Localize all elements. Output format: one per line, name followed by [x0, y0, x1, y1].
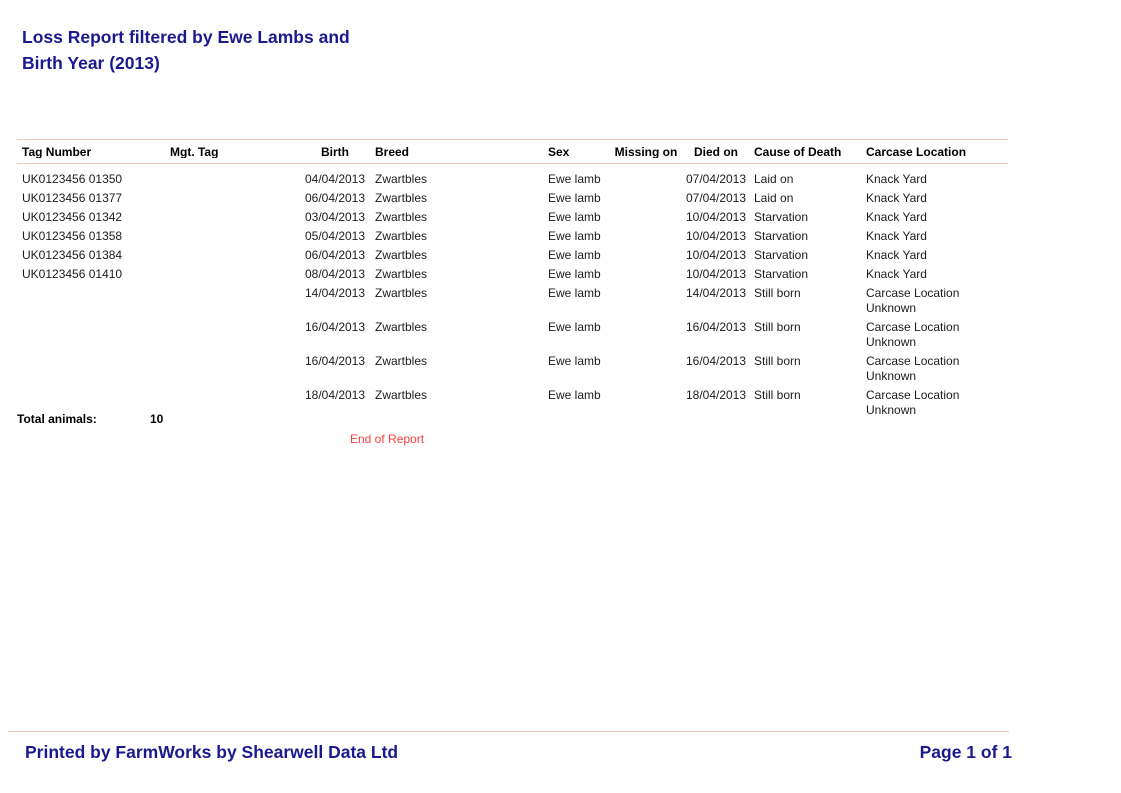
end-of-report-marker: End of Report: [350, 432, 425, 446]
footer-page-indicator: Page 1 of 1: [919, 742, 1012, 762]
cell-cause-of-death: Starvation: [754, 229, 809, 243]
cell-cause-of-death: Still born: [754, 320, 801, 334]
cell-cause-of-death: Starvation: [754, 210, 809, 224]
cell-breed: Zwartbles: [375, 354, 428, 368]
cell-missing-on: [610, 248, 682, 263]
cell-mgt-tag: [170, 388, 300, 418]
table-row: [22, 210, 1008, 229]
cell-birth: 06/04/2013: [304, 191, 366, 205]
column-header-birth: Birth: [321, 146, 349, 158]
cell-sex: Ewe lamb: [548, 388, 601, 402]
table-header-row: [17, 139, 1008, 164]
column-header-sex: Sex: [548, 146, 570, 158]
page-footer: [25, 742, 1012, 762]
cell-mgt-tag: [170, 267, 300, 282]
total-animals-row: [17, 413, 163, 426]
cell-mgt-tag: [170, 229, 300, 244]
cell-carcase-location: Carcase Location Unknown: [866, 354, 960, 383]
cell-tag-number: UK0123456 01384: [22, 248, 123, 262]
table-row: [22, 286, 1008, 320]
cell-breed: Zwartbles: [375, 191, 428, 205]
column-header-cause-of-death: Cause of Death: [754, 146, 842, 158]
cell-breed: Zwartbles: [375, 388, 428, 402]
cell-died-on: 10/04/2013: [685, 229, 747, 243]
cell-sex: Ewe lamb: [548, 210, 601, 224]
cell-birth: 06/04/2013: [304, 248, 366, 262]
cell-sex: Ewe lamb: [548, 286, 601, 300]
cell-carcase-location: Carcase Location Unknown: [866, 286, 960, 315]
column-header-missing-on: Missing on: [614, 146, 678, 158]
cell-sex: Ewe lamb: [548, 320, 601, 334]
column-header-breed: Breed: [375, 146, 410, 158]
cell-cause-of-death: Laid on: [754, 191, 794, 205]
cell-cause-of-death: Still born: [754, 286, 801, 300]
footer-printed-by: Printed by FarmWorks by Shearwell Data Ltd: [25, 742, 399, 762]
cell-birth: 16/04/2013: [304, 320, 366, 334]
footer-divider: [8, 731, 1009, 732]
cell-died-on: 10/04/2013: [685, 267, 747, 281]
cell-missing-on: [610, 172, 682, 187]
cell-birth: 03/04/2013: [304, 210, 366, 224]
total-animals-value: 10: [150, 412, 164, 426]
cell-died-on: 14/04/2013: [685, 286, 747, 300]
cell-died-on: 16/04/2013: [685, 354, 747, 368]
cell-cause-of-death: Still born: [754, 354, 801, 368]
cell-carcase-location: Carcase Location Unknown: [866, 388, 960, 417]
page-title-line1: Loss Report filtered by Ewe Lambs and: [22, 27, 350, 47]
cell-carcase-location: Knack Yard: [866, 191, 927, 205]
cell-sex: Ewe lamb: [548, 172, 601, 186]
cell-sex: Ewe lamb: [548, 267, 601, 281]
cell-birth: 08/04/2013: [304, 267, 366, 281]
column-header-carcase-location: Carcase Location: [866, 146, 967, 158]
cell-tag-number: [22, 320, 170, 350]
cell-mgt-tag: [170, 286, 300, 316]
cell-missing-on: [610, 210, 682, 225]
cell-died-on: 10/04/2013: [685, 248, 747, 262]
cell-carcase-location: Knack Yard: [866, 267, 927, 281]
cell-missing-on: [610, 388, 682, 418]
cell-mgt-tag: [170, 354, 300, 384]
cell-died-on: 07/04/2013: [685, 172, 747, 186]
cell-breed: Zwartbles: [375, 172, 428, 186]
table-row: [22, 172, 1008, 191]
table-row: [22, 267, 1008, 286]
column-header-mgt-tag: Mgt. Tag: [170, 146, 219, 158]
cell-breed: Zwartbles: [375, 210, 428, 224]
cell-breed: Zwartbles: [375, 229, 428, 243]
table-row: [22, 229, 1008, 248]
cell-breed: Zwartbles: [375, 286, 428, 300]
table-row: [22, 320, 1008, 354]
cell-died-on: 10/04/2013: [685, 210, 747, 224]
cell-mgt-tag: [170, 320, 300, 350]
cell-breed: Zwartbles: [375, 248, 428, 262]
cell-tag-number: UK0123456 01358: [22, 229, 123, 243]
cell-carcase-location: Knack Yard: [866, 229, 927, 243]
cell-mgt-tag: [170, 172, 300, 187]
cell-sex: Ewe lamb: [548, 191, 601, 205]
cell-sex: Ewe lamb: [548, 248, 601, 262]
cell-missing-on: [610, 354, 682, 384]
cell-died-on: 18/04/2013: [685, 388, 747, 402]
table-row: [22, 248, 1008, 267]
cell-carcase-location: Knack Yard: [866, 210, 927, 224]
table-row: [22, 191, 1008, 210]
page-title-line2: Birth Year (2013): [22, 53, 160, 73]
table-row: [22, 354, 1008, 388]
cell-died-on: 16/04/2013: [685, 320, 747, 334]
cell-cause-of-death: Still born: [754, 388, 801, 402]
cell-cause-of-death: Laid on: [754, 172, 794, 186]
cell-sex: Ewe lamb: [548, 229, 601, 243]
cell-breed: Zwartbles: [375, 320, 428, 334]
cell-carcase-location: Carcase Location Unknown: [866, 320, 960, 349]
cell-birth: 04/04/2013: [304, 172, 366, 186]
cell-tag-number: [22, 354, 170, 384]
column-header-died-on: Died on: [694, 146, 738, 158]
cell-cause-of-death: Starvation: [754, 248, 809, 262]
cell-birth: 14/04/2013: [304, 286, 366, 300]
cell-birth: 16/04/2013: [304, 354, 366, 368]
table-body: [17, 164, 1008, 422]
cell-missing-on: [610, 229, 682, 244]
cell-carcase-location: Knack Yard: [866, 248, 927, 262]
cell-tag-number: UK0123456 01410: [22, 267, 123, 281]
total-animals-label: Total animals:: [17, 412, 97, 426]
cell-tag-number: UK0123456 01377: [22, 191, 123, 205]
cell-carcase-location: Knack Yard: [866, 172, 927, 186]
cell-missing-on: [610, 286, 682, 316]
cell-mgt-tag: [170, 248, 300, 263]
cell-mgt-tag: [170, 191, 300, 206]
page-title: [22, 24, 442, 76]
cell-missing-on: [610, 191, 682, 206]
cell-birth: 18/04/2013: [304, 388, 366, 402]
cell-breed: Zwartbles: [375, 267, 428, 281]
cell-birth: 05/04/2013: [304, 229, 366, 243]
cell-sex: Ewe lamb: [548, 354, 601, 368]
cell-mgt-tag: [170, 210, 300, 225]
table-row: [22, 388, 1008, 422]
cell-tag-number: UK0123456 01350: [22, 172, 123, 186]
cell-missing-on: [610, 320, 682, 350]
cell-cause-of-death: Starvation: [754, 267, 809, 281]
cell-tag-number: UK0123456 01342: [22, 210, 123, 224]
cell-died-on: 07/04/2013: [685, 191, 747, 205]
cell-tag-number: [22, 286, 170, 316]
column-header-tag-number: Tag Number: [22, 146, 92, 158]
loss-report-table: [17, 139, 1008, 422]
cell-missing-on: [610, 267, 682, 282]
